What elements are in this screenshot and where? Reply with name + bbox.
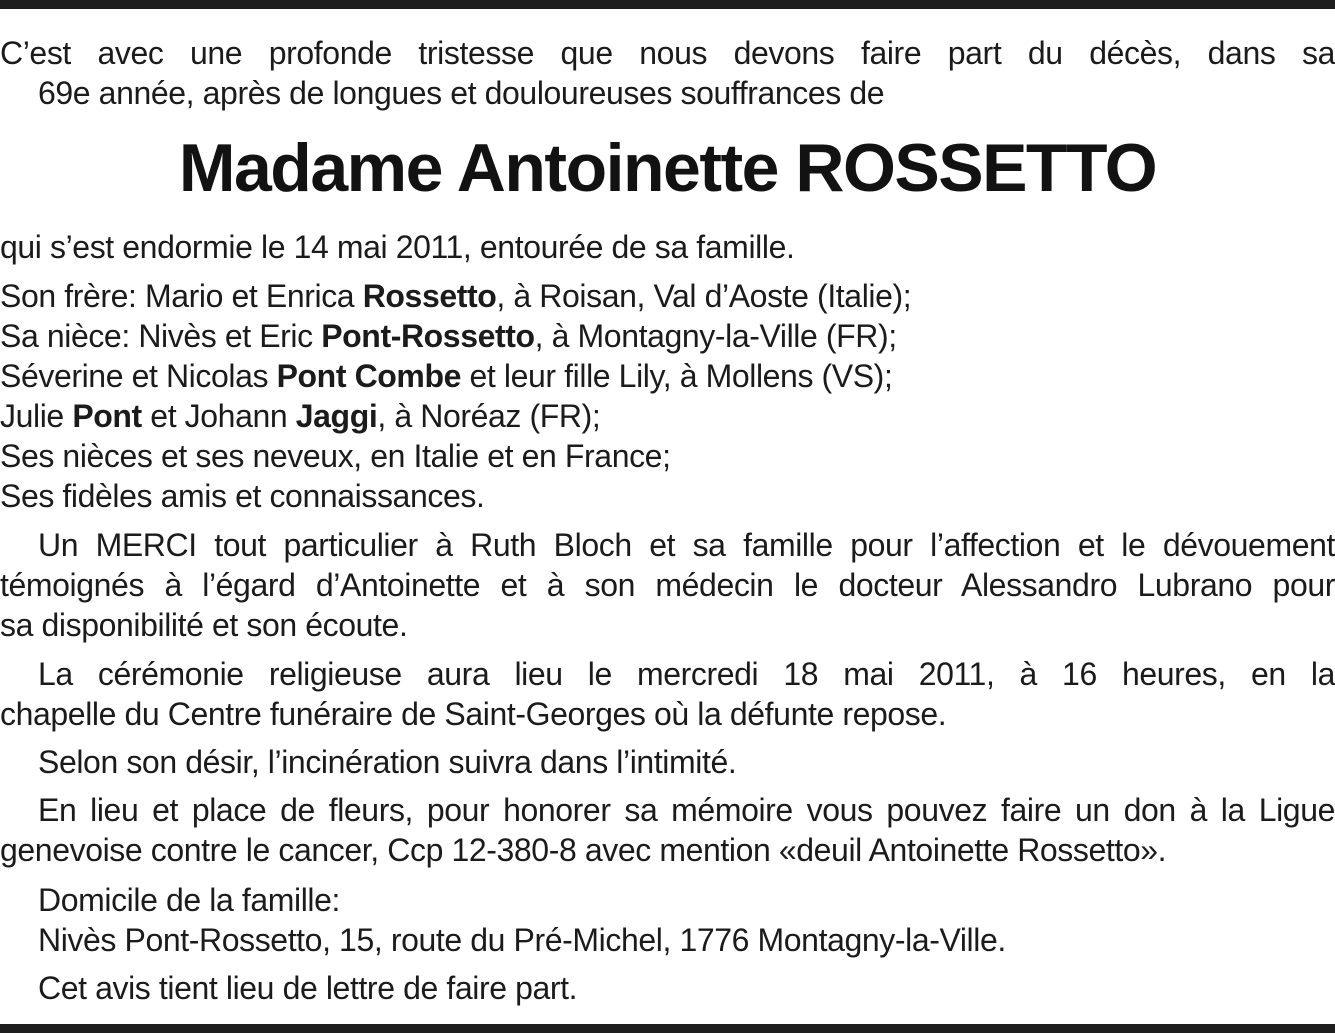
family-severine-place: et leur fille Lily, à Mollens (VS);	[461, 358, 893, 394]
family-severine-surname: Pont Combe	[276, 358, 462, 394]
family-severine-text: Séverine et Nicolas	[0, 358, 277, 394]
family-brother-text: Son frère: Mario et Enrica	[0, 278, 363, 314]
domicile-label: Domicile de la famille:	[38, 882, 341, 918]
bottom-border-rule	[0, 1024, 1335, 1033]
death-date-line: qui s’est endormie le 14 mai 2011, entourée de sa famille.	[0, 229, 795, 265]
ceremony-line-1: La cérémonie religieuse aura lieu le mercredi 18 mai 2011, à 16 heures, en la	[38, 656, 1335, 692]
family-niece-text: Sa nièce: Nivès et Eric	[0, 318, 322, 354]
family-johann-surname: Jaggi	[295, 398, 378, 434]
family-julie-connector: et Johann	[141, 398, 296, 434]
cremation-line: Selon son désir, l’incinération suivra dans l’intimité.	[38, 744, 737, 780]
merci-line-2: témoignés à l’égard d’Antoinette et à son médecin le docteur Alessandro Lubrano pour	[0, 567, 1335, 603]
merci-line-1: Un MERCI tout particulier à Ruth Bloch et sa famille pour l’affection et le dévouement	[38, 527, 1335, 563]
family-niece-place: , à Montagny-la-Ville (FR);	[534, 318, 897, 354]
ceremony-line-2: chapelle du Centre funéraire de Saint-Georges où la défunte repose.	[0, 696, 947, 732]
family-niece-line	[0, 316, 897, 356]
family-julie-place: , à Noréaz (FR);	[377, 398, 601, 434]
family-niece-surname: Pont-Rossetto	[321, 318, 535, 354]
deceased-name: Madame Antoinette ROSSETTO	[178, 130, 1157, 206]
family-nieces-nephews-line: Ses nièces et ses neveux, en Italie et en France;	[0, 438, 671, 474]
closing-line: Cet avis tient lieu de lettre de faire part.	[38, 970, 578, 1006]
intro-line-2: 69e année, après de longues et douloureuses souffrances de	[38, 75, 885, 111]
intro-line-1: C’est avec une profonde tristesse que nous devons faire part du décès, dans sa	[0, 35, 1335, 71]
donation-line-2: genevoise contre le cancer, Ccp 12-380-8 avec mention «deuil Antoinette Rossetto».	[0, 832, 1167, 868]
donation-line-1: En lieu et place de fleurs, pour honorer sa mémoire vous pouvez faire un don à la Ligue	[38, 792, 1335, 828]
family-severine-line	[0, 356, 892, 396]
merci-line-3: sa disponibilité et son écoute.	[0, 607, 408, 643]
family-brother-surname: Rossetto	[362, 278, 497, 314]
family-brother-place: , à Roisan, Val d’Aoste (Italie);	[496, 278, 912, 314]
family-julie-text: Julie	[0, 398, 73, 434]
domicile-address: Nivès Pont-Rossetto, 15, route du Pré-Michel, 1776 Montagny-la-Ville.	[38, 922, 1006, 958]
family-friends-line: Ses fidèles amis et connaissances.	[0, 478, 485, 514]
family-julie-surname: Pont	[72, 398, 142, 434]
family-julie-line	[0, 396, 600, 436]
family-brother-line	[0, 276, 911, 316]
